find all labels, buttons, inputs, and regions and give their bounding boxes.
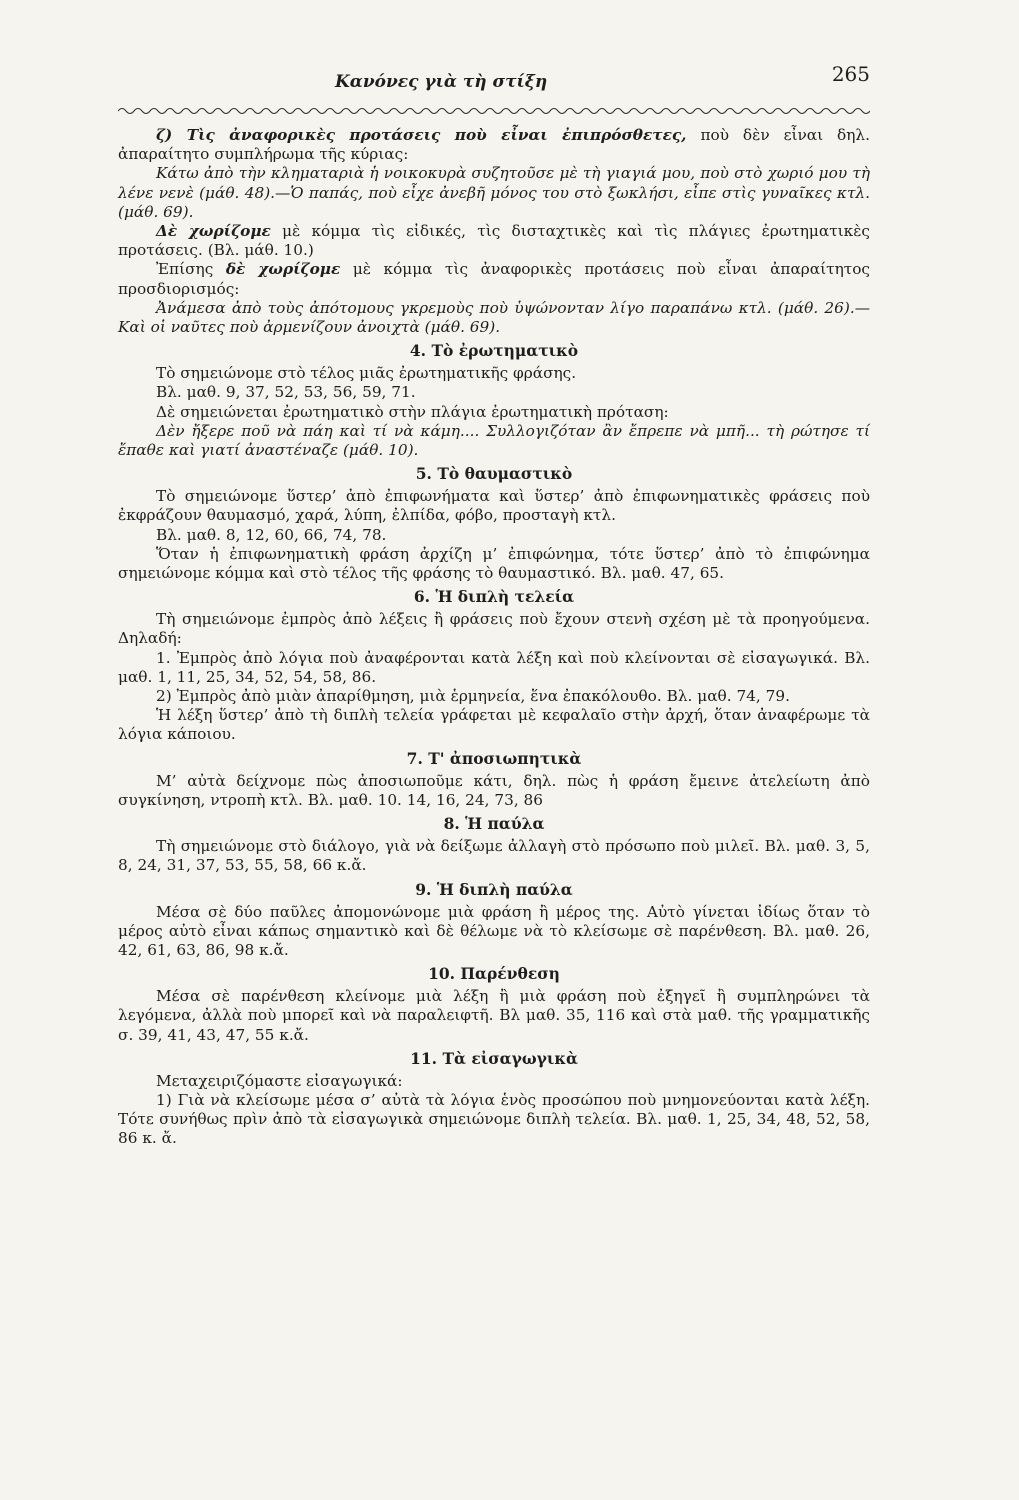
s4-example: Δὲν ἤξερε ποῦ νὰ πάη καὶ τί νὰ κάμη.... Συλλογιζόταν ἂν ἔπρεπε νὰ μπῆ... τὴ ρώτησε τί ἔπαθε καὶ γιατί ἀναστέναζε (μάθ. 10). <box>118 421 870 460</box>
s4-p1: Τὸ σημειώνομε στὸ τέλος μιᾶς ἐρωτηματικῆς φράσης. <box>156 364 577 383</box>
s11-p1: Μεταχειριζόμαστε εἰσαγωγικά: <box>156 1071 403 1090</box>
page-number: 265 <box>831 62 870 86</box>
section-title-10: 10. Παρένθεση <box>428 964 560 984</box>
section-title-5: 5. Τὸ θαυμαστικὸ <box>415 464 573 484</box>
section-title-7: 7. Τ' ἀποσιωπητικὰ <box>406 748 582 768</box>
s6-p2: 1. Ἐμπρὸς ἀπὸ λόγια ποὺ ἀναφέρονται κατὰ λέξη καὶ ποὺ κλείνονται σὲ εἰσαγωγικά. Βλ. μαθ. 1, 11, 25, 34, 52, 54, 58, 86. <box>118 648 870 686</box>
s5-p1: Τὸ σημειώνομε ὕστερ’ ἀπὸ ἐπιφωνήματα καὶ ὕστερ’ ἀπὸ ἐπιφωνηματικὲς φράσεις ποὺ ἐκφράζουν θαυμασμό, χαρά, λύπη, ἐλπίδα, φόβο, προσταγὴ κτλ. <box>118 487 870 525</box>
section-title-8: 8. Ἡ παύλα <box>443 814 545 834</box>
s7-p1: Μ’ αὐτὰ δείχνομε πὼς ἀποσιωποῦμε κάτι, δηλ. πὼς ἡ φράση ἔμεινε ἀτελείωτη ἀπὸ συγκίνηση, ντροπὴ κτλ. Βλ. μαθ. 10. 14, 16, 24, 73, 86 <box>118 771 870 809</box>
s4-p2: Βλ. μαθ. 9, 37, 52, 53, 56, 59, 71. <box>156 383 416 402</box>
example-also: Ἀνάμεσα ἀπὸ τοὺς ἀπότομους γκρεμοὺς ποὺ ὑψώνονταν λίγο παραπάνω κτλ. (μάθ. 26).—Καὶ οἱ ναῦτες ποὺ ἀρμενίζουν ἀνοιχτὰ (μάθ. 69). <box>118 298 870 337</box>
wavy-rule <box>118 104 870 118</box>
page-body <box>118 126 870 1149</box>
running-title: Κανόνες γιὰ τὴ στίξη <box>335 72 548 92</box>
paragraph-also: Ἐπίσης δὲ χωρίζομε μὲ κόμμα τὶς ἀναφορικὲς προτάσεις ποὺ εἶναι ἀπαραίτητος προσδιορισμός: <box>118 260 870 298</box>
s9-p1: Μέσα σὲ δύο παῦλες ἀπομονώνομε μιὰ φράση ἢ μέρος της. Αὐτὸ γίνεται ἰδίως ὅταν τὸ μέρος αὐτὸ εἶναι κάπως σημαντικὸ καὶ δὲ θέλωμε νὰ τὸ κλείσωμε σὲ παρένθεση. Βλ. μαθ. 26, 42, 61, 63, 86, 98 κ.ἄ. <box>118 902 870 959</box>
s6-p3: 2) Ἐμπρὸς ἀπὸ μιὰν ἀπαρίθμηση, μιὰ ἑρμηνεία, ἕνα ἐπακόλουθο. Βλ. μαθ. 74, 79. <box>156 687 790 706</box>
s11-p2: 1) Γιὰ νὰ κλείσωμε μέσα σ’ αὐτὰ τὰ λόγια ἑνὸς προσώπου ποὺ μνημονεύονται κατὰ λέξη. Τότε συνήθως πρὶν ἀπὸ τὰ εἰσαγωγικὰ σημειώνομε διπλὴ τελεία. Βλ. μαθ. 1, 25, 34, 48, 52, 58, 86 κ. ἄ. <box>118 1090 870 1148</box>
paragraph-de: Δὲ χωρίζομε μὲ κόμμα τὶς εἰδικές, τὶς δισταχτικὲς καὶ τὶς πλάγιες ἐρωτηματικὲς προτάσεις. (Βλ. μάθ. 10.) <box>118 222 870 260</box>
s5-p3: Ὅταν ἡ ἐπιφωνηματικὴ φράση ἀρχίζη μ’ ἐπιφώνημα, τότε ὕστερ’ ἀπὸ τὸ ἐπιφώνημα σημειώνομε κόμμα καὶ στὸ τέλος τῆς φράσης τὸ θαυμαστικό. Βλ. μαθ. 47, 65. <box>118 544 870 583</box>
section-title-4: 4. Τὸ ἐρωτηματικὸ <box>409 341 579 361</box>
example-z: Κάτω ἀπὸ τὴν κληματαριὰ ἡ νοικοκυρὰ συζητοῦσε μὲ τὴ γιαγιά μου, ποὺ στὸ χωριό μου τὴ λένε νενὲ (μάθ. 48).—Ὁ παπάς, ποὺ εἶχε ἀνεβῆ μόνος του στὸ ξωκλήσι, εἶπε στὶς γυναῖκες κτλ. (μάθ. 69). <box>118 164 870 221</box>
section-title-11: 11. Τὰ εἰσαγωγικὰ <box>410 1048 578 1068</box>
s6-p1: Τὴ σημειώνομε ἐμπρὸς ἀπὸ λέξεις ἢ φράσεις ποὺ ἔχουν στενὴ σχέση μὲ τὰ προηγούμενα. Δηλαδή: <box>118 610 870 648</box>
s10-p1: Μέσα σὲ παρένθεση κλείνομε μιὰ λέξη ἢ μιὰ φράση ποὺ ἐξηγεῖ ἢ συμπληρώνει τὰ λεγόμενα, ἀλλὰ ποὺ μπορεῖ καὶ νὰ παραλειφτῆ. Βλ μαθ. 35, 116 καὶ στὰ μαθ. τῆς γραμματικῆς σ. 39, 41, 43, 47, 55 κ.ἄ. <box>118 987 870 1044</box>
section-title-6: 6. Ἡ διπλὴ τελεία <box>413 587 575 607</box>
paragraph-z: ζ) Τὶς ἀναφορικὲς προτάσεις ποὺ εἶναι ἐπιπρόσθετες, ποὺ δὲν εἶναι δηλ. ἀπαραίτητο συμπλήρωμα τῆς κύριας: <box>118 126 870 164</box>
s5-p2: Βλ. μαθ. 8, 12, 60, 66, 74, 78. <box>156 525 387 544</box>
s4-p3: Δὲ σημειώνεται ἐρωτηματικὸ στὴν πλάγια ἐρωτηματικὴ πρόταση: <box>156 402 669 421</box>
page-header <box>120 62 870 102</box>
section-title-9: 9. Ἡ διπλὴ παύλα <box>415 879 573 899</box>
s6-p4: Ἡ λέξη ὕστερ’ ἀπὸ τὴ διπλὴ τελεία γράφεται μὲ κεφαλαῖο στὴν ἀρχή, ὅταν ἀναφέρωμε τὰ λόγια κάποιου. <box>118 706 870 744</box>
s8-p1: Τὴ σημειώνομε στὸ διάλογο, γιὰ νὰ δείξωμε ἀλλαγὴ στὸ πρόσωπο ποὺ μιλεῖ. Βλ. μαθ. 3, 5, 8, 24, 31, 37, 53, 55, 58, 66 κ.ἄ. <box>118 837 870 875</box>
